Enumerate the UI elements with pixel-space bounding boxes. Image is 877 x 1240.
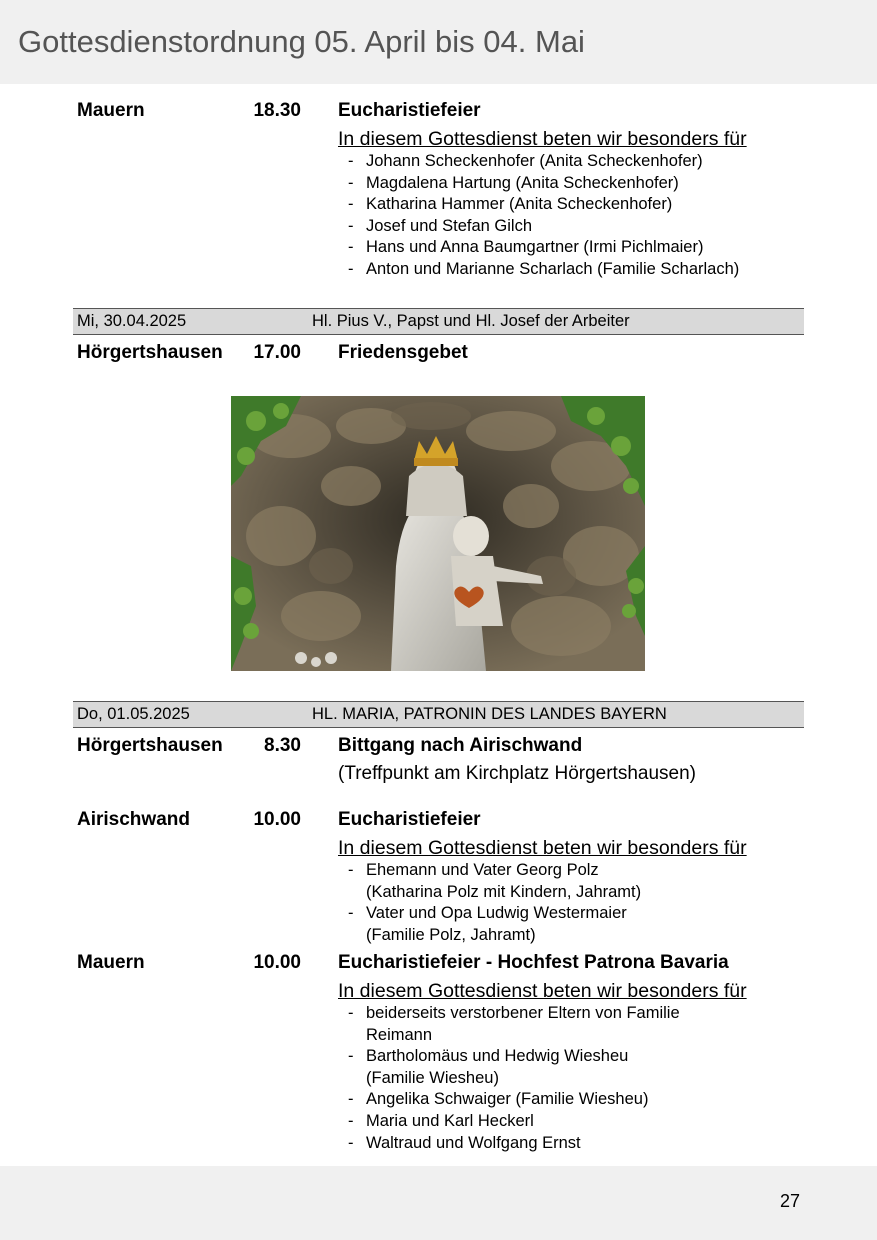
intention-item: - Josef und Stefan Gilch [348,216,533,235]
intention-item: - Bartholomäus und Hedwig Wiesheu (Familie Wiesheu) [348,1047,629,1087]
service-title: Bittgang nach Airischwand [338,735,583,756]
service-place: Airischwand [77,809,190,830]
day-header [73,308,804,335]
day-header [73,701,804,728]
service-place: Hörgertshausen [77,342,223,363]
intention-item: - beiderseits verstorbener Eltern von Familie Reimann [348,1004,680,1044]
day-feast: HL. MARIA, PATRONIN DES LANDES BAYERN [312,705,667,723]
prayer-intro: In diesem Gottesdienst beten wir besonders für [338,980,747,1002]
service-place: Mauern [77,100,145,121]
madonna-statue-in-grotto-photo [231,396,645,671]
intention-list [348,151,739,281]
intention-item: - Johann Scheckenhofer (Anita Scheckenhofer) [348,152,703,170]
intention-list [348,860,641,946]
intention-list [348,1003,680,1154]
intention-item: - Katharina Hammer (Anita Scheckenhofer) [348,195,673,214]
madonna-statue-photo [231,396,645,671]
page-footer [0,1166,877,1240]
service-time: 10.00 [253,809,301,830]
day-date: Do, 01.05.2025 [77,705,190,723]
prayer-intro: In diesem Gottesdienst beten wir besonders für [338,128,747,150]
service-time: 17.00 [253,342,301,363]
service-title: Eucharistiefeier [338,100,481,121]
intention-item: - Waltraud und Wolfgang Ernst [348,1133,581,1152]
intention-item: - Hans und Anna Baumgartner (Irmi Pichlmaier) [348,238,704,257]
service-time: 10.00 [253,952,301,973]
intention-item: - Angelika Schwaiger (Familie Wiesheu) [348,1090,649,1109]
service-time: 18.30 [253,100,301,121]
service-note: (Treffpunkt am Kirchplatz Hörgertshausen) [338,763,696,784]
day-feast: Hl. Pius V., Papst und Hl. Josef der Arbeiter [312,312,630,330]
intention-item: - Maria und Karl Heckerl [348,1111,534,1130]
intention-item: - Vater und Opa Ludwig Westermaier (Familie Polz, Jahramt) [348,904,627,944]
service-title: Eucharistiefeier [338,809,481,830]
intention-item: - Anton und Marianne Scharlach (Familie Scharlach) [348,259,740,278]
service-place: Mauern [77,952,145,973]
page-title: Gottesdienstordnung 05. April bis 04. Mai [18,24,585,59]
page-number: 27 [779,1191,800,1211]
day-date: Mi, 30.04.2025 [77,312,187,330]
intention-item: - Magdalena Hartung (Anita Scheckenhofer) [348,173,679,192]
service-time: 8.30 [264,735,301,756]
service-title: Friedensgebet [338,342,468,363]
service-title: Eucharistiefeier - Hochfest Patrona Bavaria [338,952,729,973]
prayer-intro: In diesem Gottesdienst beten wir besonders für [338,837,747,859]
intention-item: - Ehemann und Vater Georg Polz (Katharina Polz mit Kindern, Jahramt) [348,861,642,901]
service-place: Hörgertshausen [77,735,223,756]
